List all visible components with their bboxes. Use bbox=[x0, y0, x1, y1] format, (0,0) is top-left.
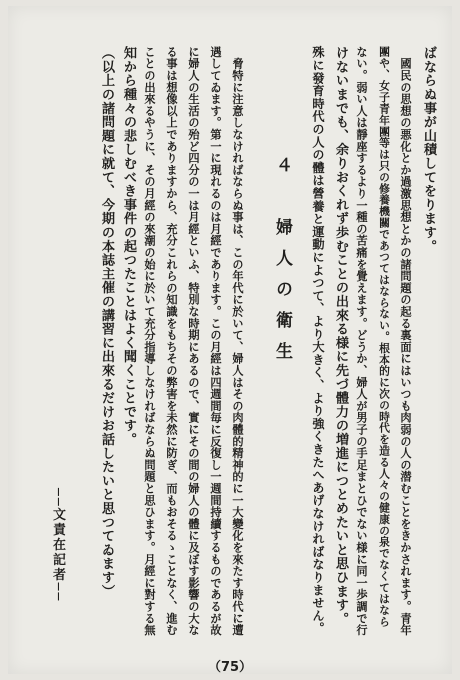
text-line: ことの出來るやうに、その月經の來潮の始に於いて充分指導しなければならぬ問題と思ひます。月經に對する無 bbox=[143, 46, 157, 636]
section-heading: ４ 婦人の衛生 bbox=[272, 156, 292, 373]
text-line: 國民の思想の悪化とか過激思想とかの諸問題の起る裏面にはいつも肉弱の人の潜むことをきかされます。青年 bbox=[399, 46, 413, 636]
document-page bbox=[8, 6, 452, 674]
author-signature: ──文責在記者── bbox=[50, 488, 65, 603]
text-line: 團や、女子青年團等は只の修養機關であつてはならない。根本的に次の時代を造る人々の健康の泉でなくてはなら bbox=[378, 46, 391, 628]
text-line: （以上の諸問題に就て、今期の本誌主催の講習に出來るだけお話したいと思つてゐます） bbox=[99, 46, 114, 598]
text-line: ばならぬ事が山積してをります。 bbox=[421, 46, 436, 253]
text-line: 遇してゐます。第一に現れるのは月經であります。この月經は四週間毎に反復し一週間持續するものであるが故 bbox=[209, 46, 223, 636]
text-line: 知から種々の悲しむべき事件の起つたことはよく聞くことです。 bbox=[121, 46, 136, 447]
text-line: 殊に發育時代の人の體は營養と運動によつて、より大きく、より強くきたへあげなければなりません。 bbox=[311, 46, 325, 635]
text-line: に婦人の生活の殆ど四分の一は月經といふ、特別な時期にあるので、實にその間の婦人の體に及ぼす影響の大な bbox=[187, 46, 201, 636]
text-line: けないまでも、余りおくれず歩むことの出來る様に先づ體力の増進につとめたいと思ひます。 bbox=[333, 46, 348, 626]
text-line: ない。弱い人は靜座するより一種の苦痛を覺えます。どうか、婦人が男子の手足まとひでない様に同一歩調で行 bbox=[355, 46, 369, 636]
text-line: る事は想像以上でありますから、充分これらの知識をもちその弊害を未然に防ぎ、而もおそるゝことなく、進む bbox=[165, 46, 179, 636]
text-line: 脅特に注意しなければならぬ事は、この年代に於いて、婦人はその肉體的精神的に一大變化を來たす時代に遭 bbox=[231, 46, 245, 636]
page-number: （75） bbox=[207, 660, 253, 675]
